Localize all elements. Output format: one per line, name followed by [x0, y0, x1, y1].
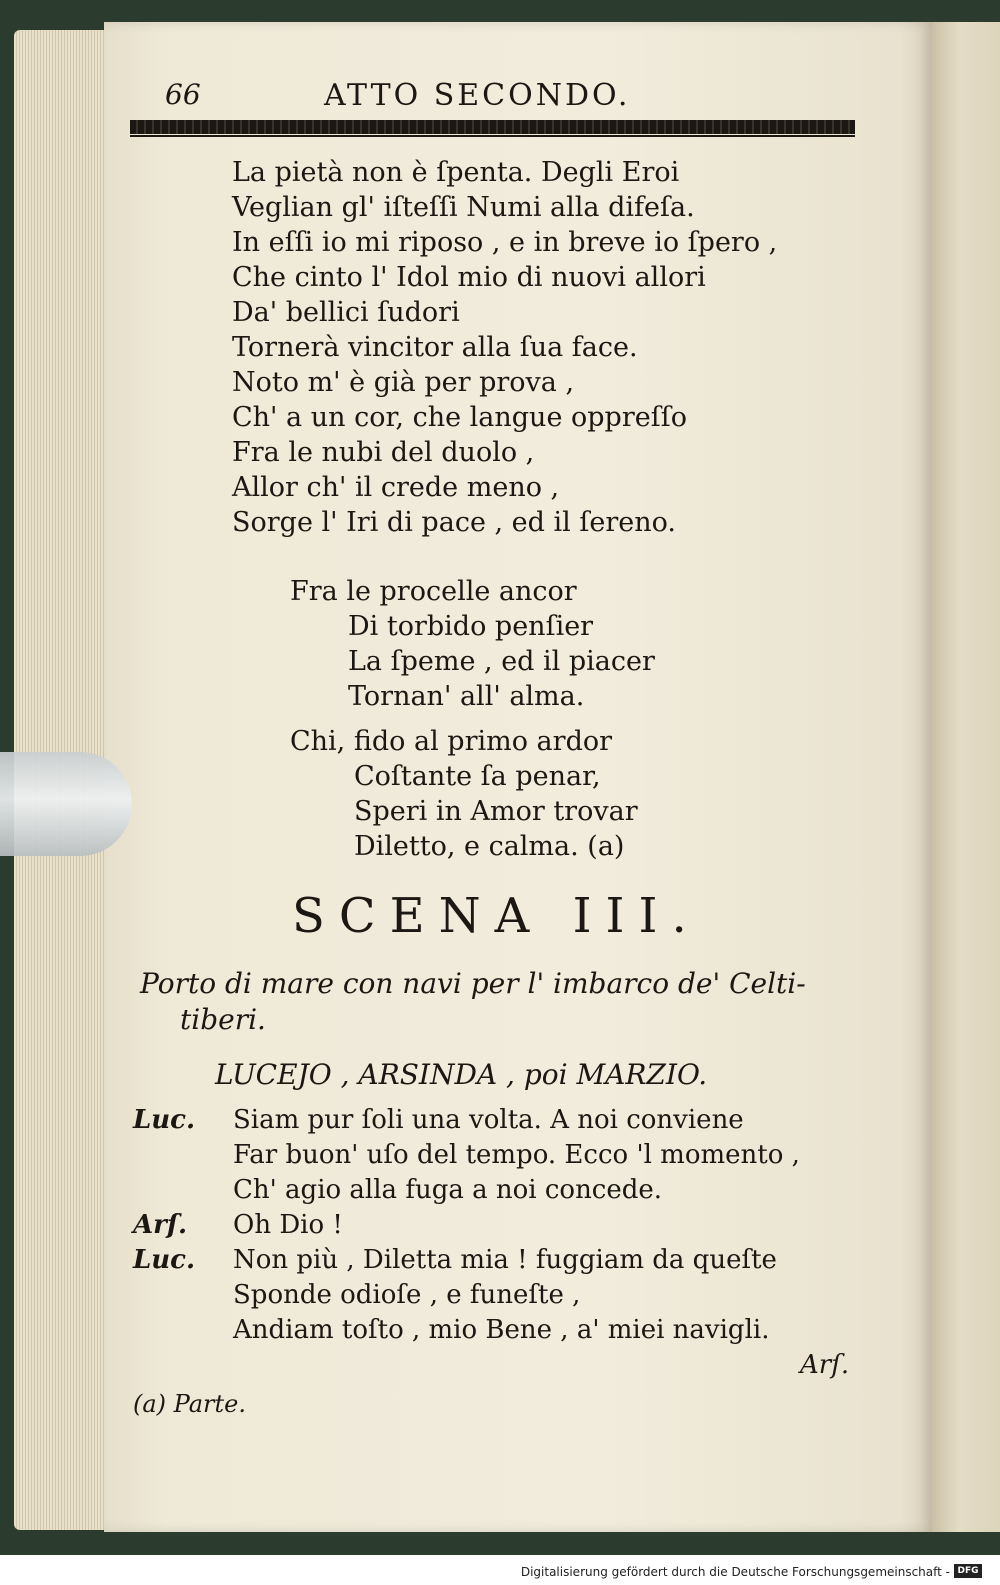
verse-line: Allor ch' il crede meno , — [232, 472, 560, 503]
stage-direction — [140, 966, 806, 1038]
dialogue-line — [133, 1278, 800, 1313]
speaker — [133, 1138, 233, 1173]
verse-line: La pietà non è ſpenta. Degli Eroi — [232, 157, 680, 188]
speech: Siam pur ſoli una volta. A noi conviene — [233, 1105, 744, 1135]
dialogue-line — [133, 1173, 800, 1208]
header-rule-thin — [130, 135, 855, 137]
aria-line: Chi, fido al primo ardor — [290, 726, 613, 757]
digitization-credit: Digitalisierung gefördert durch die Deutsche Forschungsgemeinschaft - — [520, 1565, 950, 1579]
aria-line: Coſtante ſa penar, — [354, 761, 601, 792]
header-rule — [130, 120, 855, 134]
running-head: ATTO SECONDO. — [324, 78, 631, 113]
speech: Oh Dio ! — [233, 1210, 343, 1240]
recitative-verse — [232, 155, 777, 540]
verse-line: Veglian gl' iſteſſi Numi alla difeſa. — [232, 192, 695, 223]
dialogue-block — [133, 1103, 800, 1348]
aria-stanza-2 — [290, 724, 638, 864]
verse-line: Da' bellici ſudori — [232, 297, 460, 328]
footnote: (a) Parte. — [133, 1390, 246, 1418]
dialogue-line — [133, 1313, 800, 1348]
dialogue-line — [133, 1243, 800, 1278]
speech: Andiam toſto , mio Bene , a' miei navigli. — [233, 1315, 770, 1345]
verse-line: Fra le nubi del duolo , — [232, 437, 535, 468]
dialogue-line — [133, 1208, 800, 1243]
aria-line: Diletto, e calma. (a) — [354, 831, 625, 862]
aria-line: Di torbido penſier — [348, 611, 594, 642]
speech: Ch' agio alla fuga a noi concede. — [233, 1175, 663, 1205]
verse-line: Sorge l' Iri di pace , ed il ſereno. — [232, 507, 676, 538]
verse-line: Ch' a un cor, che langue oppreſſo — [232, 402, 687, 433]
verse-line: Noto m' è già per prova , — [232, 367, 575, 398]
stage-line: Porto di mare con navi per l' imbarco de' Celti- — [140, 967, 806, 1000]
speaker: Arſ. — [133, 1210, 188, 1240]
stage-line: tiberi. — [180, 1003, 266, 1036]
aria-line: La ſpeme , ed il piacer — [348, 646, 655, 677]
speaker: Luc. — [133, 1105, 196, 1135]
verse-line: Tornerà vincitor alla ſua face. — [232, 332, 638, 363]
speaker — [133, 1278, 233, 1313]
speech: Far buon' uſo del tempo. Ecco 'l momento , — [233, 1140, 800, 1170]
aria-stanza-1 — [290, 574, 655, 714]
dialogue-line — [133, 1103, 800, 1138]
scanner-thumb-holder — [0, 752, 132, 856]
adjacent-page — [932, 22, 1000, 1532]
aria-line: Fra le procelle ancor — [290, 576, 577, 607]
character-list: LUCEJO , ARSINDA , poi MARZIO. — [215, 1058, 708, 1091]
speaker: Luc. — [133, 1245, 196, 1275]
aria-line: Tornan' all' alma. — [348, 681, 585, 712]
speaker — [133, 1173, 233, 1208]
catchword: Arſ. — [800, 1350, 850, 1380]
dfg-logo: DFG — [954, 1564, 982, 1578]
page-number: 66 — [165, 78, 201, 111]
verse-line: In eſſi io mi riposo , e in breve io ſpero , — [232, 227, 778, 258]
scene-title: SCENA III. — [292, 888, 701, 944]
speaker — [133, 1313, 233, 1348]
aria-line: Speri in Amor trovar — [354, 796, 638, 827]
speech: Non più , Diletta mia ! fuggiam da queſte — [233, 1245, 777, 1275]
dialogue-line — [133, 1138, 800, 1173]
speech: Sponde odioſe , e funeſte , — [233, 1280, 581, 1310]
verse-line: Che cinto l' Idol mio di nuovi allori — [232, 262, 706, 293]
